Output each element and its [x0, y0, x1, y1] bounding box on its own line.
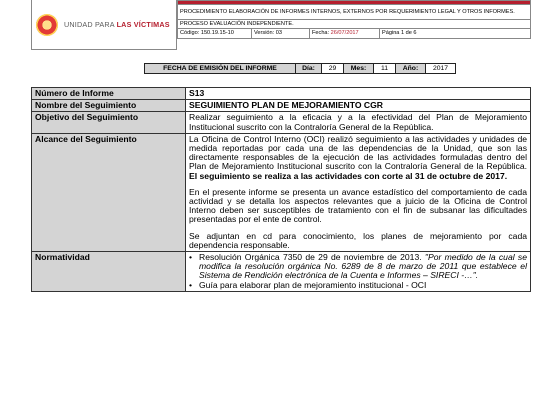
numero-label: Número de Informe — [32, 88, 186, 100]
table-row — [32, 100, 531, 112]
anio-value: 2017 — [426, 64, 456, 74]
fecha-cell — [310, 29, 380, 39]
alcance-label: Alcance del Seguimiento — [32, 133, 186, 251]
version: Versión: 03 — [252, 29, 310, 39]
table-row — [32, 252, 531, 292]
nombre-label: Nombre del Seguimiento — [32, 100, 186, 112]
fecha-label: Fecha: — [312, 30, 331, 37]
dia-label: Día: — [296, 64, 322, 74]
alcance-paragraph-2: En el presente informe se presenta un avance estadístico del comportamiento de cada actividad y se detalla los aspectos relevantes que a juicio de la Oficina de Control Interno deben ser susceptibles de tratamiento con el fin de subsanar las dificultades presentadas por el ente de control. — [189, 186, 527, 225]
logo-text-normal: UNIDAD PARA — [64, 20, 117, 29]
alcance-paragraph-3: Se adjuntan en cd para conocimiento, los planes de mejoramiento por cada dependencia responsable. — [189, 230, 527, 250]
normatividad-label: Normatividad — [32, 252, 186, 292]
coat-of-arms-logo — [36, 14, 58, 36]
process-title: PROCEDIMIENTO ELABORACIÓN DE INFORMES INTERNOS, EXTERNOS POR REQUERIMIENTO LEGAL Y OTROS INFORMES. — [178, 5, 531, 20]
mes-value: 11 — [374, 64, 396, 74]
table-row — [32, 133, 531, 251]
norm-item-1 — [199, 253, 527, 281]
dia-value: 29 — [322, 64, 344, 74]
bullet-icon: • — [189, 252, 193, 263]
logo-text-bold: LAS VÍCTIMAS — [116, 20, 170, 29]
alcance-p1-bold: El seguimiento se realiza a las actividades con corte al 31 de octubre de 2017. — [189, 170, 508, 181]
list-item — [189, 281, 527, 290]
document-header — [31, 0, 531, 50]
fecha-value: 26/07/2017 — [330, 30, 359, 37]
alcance-p1-text: La Oficina de Control Interno (OCI) realizó seguimiento a las actividades y unidades de medida reportadas por cada una de las dependencias de la Unidad, que son las directamente responsables de la ejecución de las actividades formuladas dentro del Plan de Mejoramiento Institucional suscrito con la Contraloría General de la República. — [189, 133, 527, 172]
list-item — [189, 253, 527, 281]
mes-label: Mes: — [344, 64, 374, 74]
table-row — [32, 88, 531, 100]
process-table — [177, 0, 531, 39]
codigo: Código: 150.19.15-10 — [178, 29, 252, 39]
normatividad-value — [186, 252, 531, 292]
logo-cell — [31, 0, 177, 50]
alcance-value — [186, 133, 531, 251]
emission-date-table — [144, 63, 456, 74]
anio-label: Año: — [396, 64, 426, 74]
alcance-paragraph-1 — [189, 135, 527, 181]
norm-item-2: Guía para elaborar plan de mejoramiento institucional - OCI — [199, 279, 427, 290]
numero-value: S13 — [186, 88, 531, 100]
process-name: PROCESO EVALUACIÓN INDEPENDIENTE. — [178, 20, 531, 29]
objetivo-value: Realizar seguimiento a la eficacia y a la efectividad del Plan de Mejoramiento Institucional suscrito con la Contraloría General de la República. — [186, 112, 531, 133]
pagina: Página 1 de 6 — [380, 29, 531, 39]
emission-label: FECHA DE EMISIÓN DEL INFORME — [145, 64, 296, 74]
logo-text — [64, 20, 170, 29]
norm-item-1-plain: Resolución Orgánica 7350 de 29 de noviembre de 2013. — [199, 252, 425, 263]
norm-item-1-italic: "Por medido de la cual se modifica la resolución orgánica No. 6289 de 8 de marzo de 2011 que establece el Sistema de Rendición electrónica de la Cuenta e Informes – SIRECI -…". — [199, 252, 528, 281]
nombre-value: SEGUIMIENTO PLAN DE MEJORAMIENTO CGR — [186, 100, 531, 112]
report-info-table — [31, 87, 531, 292]
bullet-icon: • — [189, 279, 193, 290]
objetivo-label: Objetivo del Seguimiento — [32, 112, 186, 133]
table-row — [32, 112, 531, 133]
